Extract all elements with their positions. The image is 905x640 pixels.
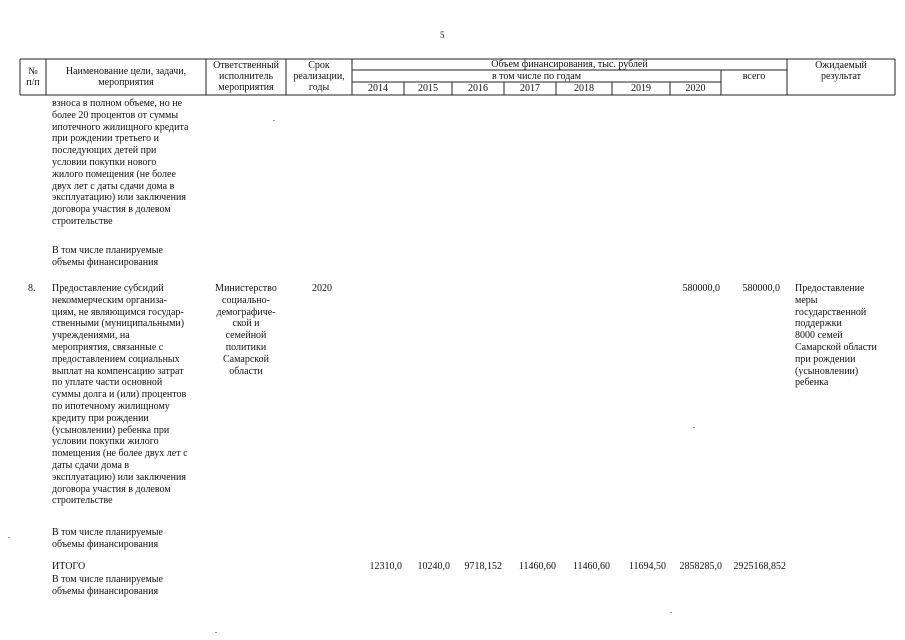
continuation-text: взноса в полном объеме, но не более 20 процентов от суммы ипотечного жилищного кредита при рождении третьего и последующих детей при условии покупки нового жилого помещения (не более двух лет с даты сдачи дома в эксплуатацию) или заключения договора участия в долевом строительстве (52, 98, 189, 227)
scan-speck (8, 537, 10, 538)
scan-speck (215, 632, 217, 633)
header-year: 2014 (368, 83, 388, 94)
header-name: Наименование цели, задачи, мероприятия (65, 66, 187, 88)
page-number: 5 (440, 30, 445, 40)
row8-result: Предоставление меры государственной поддержки 8000 семей Самарской области при рождении (усыновлении) ребенка (795, 283, 877, 389)
header-year: 2019 (631, 83, 651, 94)
scan-speck (273, 120, 275, 121)
row8-total: 580000,0 (742, 283, 780, 294)
header-year: 2015 (418, 83, 438, 94)
header-year: 2017 (520, 83, 540, 94)
itogo-planned: В том числе планируемые объемы финансирования (52, 574, 163, 597)
continuation-planned: В том числе планируемые объемы финансирования (52, 245, 163, 268)
table-header (0, 0, 905, 100)
itogo-value-2017: 11460,60 (518, 561, 556, 572)
header-year: 2018 (574, 83, 594, 94)
row8-name: Предоставление субсидий некоммерческим организа- циям, не являющимся государ- ственными (муниципальными) учреждениями, на мероприятия, связанные с предоставлением социальных выплат на компенсацию затрат по уплате части основной суммы долга и (или) процентов по ипотечному жилищному кредиту при рождении (усыновлении) ребенка при условии покупки жилого помещения (не более двух лет с даты сдачи дома в эксплуатацию) или заключения договора участия в долевом строительстве (52, 283, 188, 507)
header-term: Срок реализации, годы (293, 60, 345, 93)
row8-term: 2020 (312, 283, 332, 294)
header-by-years: в том числе по годам (491, 71, 582, 82)
row8-number: 8. (28, 283, 36, 294)
header-total: всего (742, 71, 766, 82)
itogo-value-2020: 2858285,0 (679, 561, 722, 572)
header-result: Ожидаемый результат (815, 60, 867, 82)
header-funding: Объем финансирования, тыс. рублей (491, 59, 648, 70)
row8-responsible: Министерство социально- демографиче- ской и семейной политики Самарской области (215, 283, 277, 377)
header-num: № п/п (26, 66, 40, 88)
header-year: 2020 (685, 83, 706, 94)
itogo-value-2014: 12310,0 (369, 561, 402, 572)
itogo-label: ИТОГО (52, 561, 86, 572)
header-year: 2016 (468, 83, 488, 94)
itogo-value-2015: 10240,0 (417, 561, 450, 572)
row8-value-2020: 580000,0 (682, 283, 720, 294)
header-responsible: Ответственный исполнитель мероприятия (213, 60, 279, 93)
itogo-value-2018: 11460,60 (572, 561, 610, 572)
itogo-value-2019: 11694,50 (628, 561, 666, 572)
scan-speck (670, 612, 672, 613)
row8-planned: В том числе планируемые объемы финансирования (52, 527, 163, 550)
itogo-value-2016: 9718,152 (464, 561, 502, 572)
itogo-total: 2925168,852 (733, 561, 786, 572)
scan-speck (693, 427, 695, 428)
